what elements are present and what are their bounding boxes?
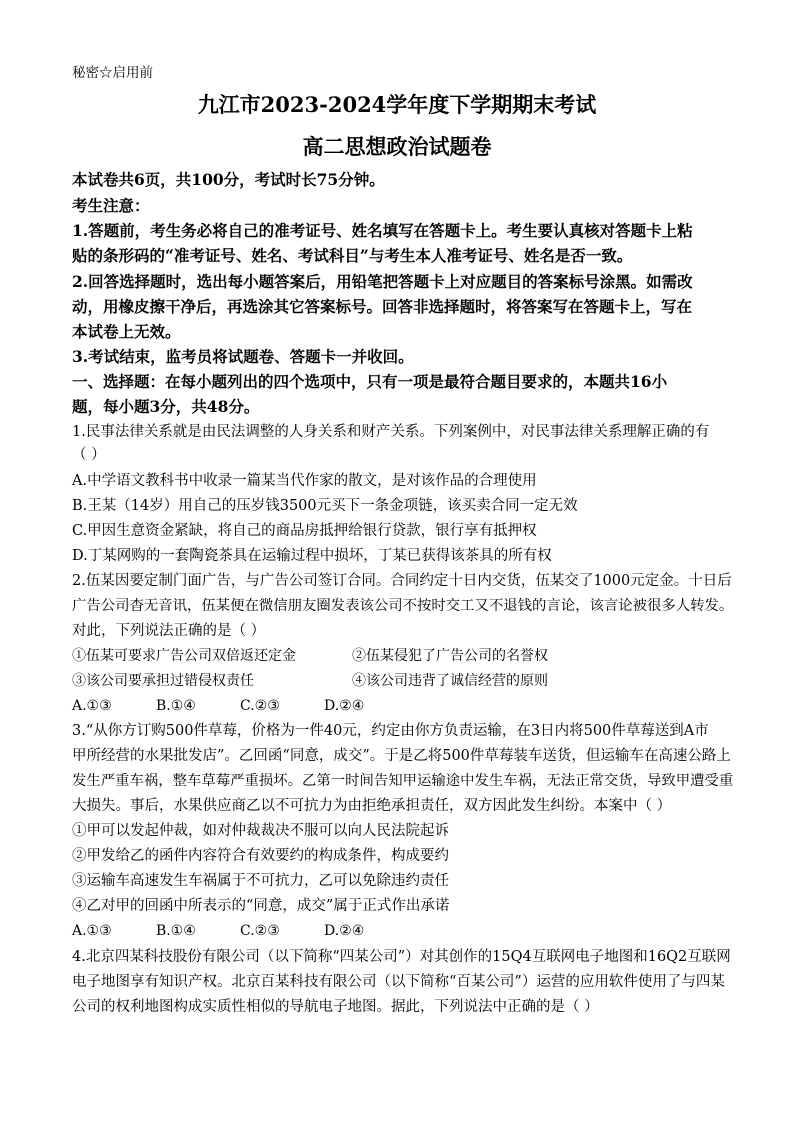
- exam-subtitle: 高二思想政治试题卷: [302, 134, 492, 159]
- q2-choice-b: B.①④: [156, 698, 196, 714]
- q2-statement-3: ③该公司要承担过错侵权责任: [72, 673, 254, 689]
- q2-choice-d: D.②④: [324, 698, 365, 714]
- q2-stem-line-1: 2.伍某因要定制门面广告，与广告公司签订合同。合同约定十日内交货，伍某交了1000元定金。十日后: [72, 573, 732, 589]
- q1-option-c: C.甲因生意资金紧缺，将自己的商品房抵押给银行贷款，银行享有抵押权: [72, 523, 537, 539]
- confidential-mark: 秘密☆启用前: [72, 65, 153, 81]
- q4-stem-line-2: 电子地图享有知识产权。北京百某科技有限公司（以下简称“百某公司”）运营的应用软件使用了与四某: [72, 974, 725, 990]
- q4-stem-line-1: 4.北京四某科技股份有限公司（以下简称“四某公司”）对其创作的15Q4互联网电子地图和16Q2互联网: [72, 949, 731, 965]
- notice-3: 3.考试结束，监考员将试题卷、答题卡一并收回。: [72, 347, 414, 366]
- section-1-heading: 一、选择题：在每小题列出的四个选项中，只有一项是最符合题目要求的，本题共16小: [72, 372, 668, 391]
- q1-stem-line-1: 1.民事法律关系就是由民法调整的人身关系和财产关系。下列案例中，对民事法律关系理解正确的有: [72, 424, 710, 440]
- q2-choice-a: A.①③: [72, 698, 112, 714]
- q3-stem-line-1: 3.“从你方订购500件草莓，价格为一件40元，约定由你方负责运输，在3日内将500件草莓送到A市: [72, 723, 709, 739]
- q1-option-d: D.丁某网购的一套陶瓷茶具在运输过程中损坏，丁某已获得该茶具的所有权: [72, 548, 552, 564]
- q3-stem-line-2: 甲所经营的水果批发店”。乙回函“同意，成交”。于是乙将500件草莓装车送货，但运输车在高速公路上: [72, 748, 731, 764]
- q2-choice-c: C.②③: [240, 698, 280, 714]
- q4-stem-line-3: 公司的权利地图构成实质性相似的导航电子地图。据此，下列说法中正确的是（ ）: [72, 999, 599, 1015]
- q3-choice-c: C.②③: [240, 923, 280, 939]
- q3-statement-1: ①甲可以发起仲裁，如对仲裁裁决不服可以向人民法院起诉: [72, 823, 449, 839]
- q2-statement-1: ①伍某可要求广告公司双倍返还定金: [72, 648, 296, 664]
- q3-stem-line-3: 发生严重车祸，整车草莓严重损坏。乙第一时间告知甲运输途中发生车祸，无法正常交货，导致甲遭受重: [72, 773, 734, 789]
- q3-choice-d: D.②④: [324, 923, 365, 939]
- notice-1-line-2: 贴的条形码的“准考证号、姓名、考试科目”与考生本人准考证号、姓名是否一致。: [72, 246, 633, 265]
- exam-title: 九江市2023-2024学年度下学期期末考试: [197, 92, 597, 117]
- notice-2-line-2: 动，用橡皮擦干净后，再选涂其它答案标号。回答非选择题时，将答案写在答题卡上，写在: [72, 297, 693, 316]
- q2-stem-line-2: 广告公司杳无音讯，伍某便在微信朋友圈发表该公司不按时交工又不退钱的言论，该言论被很多人转发。: [72, 598, 734, 614]
- section-1-heading-cont: 题，每小题3分，共48分。: [72, 397, 260, 416]
- notice-1-line-1: 1.答题前，考生务必将自己的准考证号、姓名填写在答题卡上。考生要认真核对答题卡上粘: [72, 221, 693, 240]
- q2-statement-4: ④该公司违背了诚信经营的原则: [352, 673, 548, 689]
- notice-2-line-3: 本试卷上无效。: [72, 322, 181, 341]
- q3-choice-a: A.①③: [72, 923, 112, 939]
- q2-statement-2: ②伍某侵犯了广告公司的名誉权: [352, 648, 548, 664]
- q2-stem-line-3: 对此，下列说法正确的是（ ）: [72, 623, 266, 639]
- q1-stem-line-2: （ ）: [72, 447, 106, 463]
- q1-option-b: B.王某（14岁）用自己的压岁钱3500元买下一条金项链，该买卖合同一定无效: [72, 498, 578, 514]
- notice-2-line-1: 2.回答选择题时，选出每小题答案后，用铅笔把答题卡上对应题目的答案标号涂黑。如需改: [72, 272, 693, 291]
- q3-choice-b: B.①④: [156, 923, 196, 939]
- exam-info: 本试卷共6页，共100分，考试时长75分钟。: [72, 170, 385, 189]
- q3-statement-3: ③运输车高速发生车祸属于不可抗力，乙可以免除违约责任: [72, 873, 449, 889]
- q3-stem-line-4: 大损失。事后，水果供应商乙以不可抗力为由拒绝承担责任，双方因此发生纠纷。本案中（ ）: [72, 798, 672, 814]
- q3-statement-2: ②甲发给乙的函件内容符合有效要约的构成条件，构成要约: [72, 848, 449, 864]
- q1-option-a: A.中学语文教科书中收录一篇某当代作家的散文，是对该作品的合理使用: [72, 473, 537, 489]
- notice-label: 考生注意：: [72, 196, 150, 215]
- q3-statement-4: ④乙对甲的回函中所表示的“同意，成交”属于正式作出承诺: [72, 898, 450, 914]
